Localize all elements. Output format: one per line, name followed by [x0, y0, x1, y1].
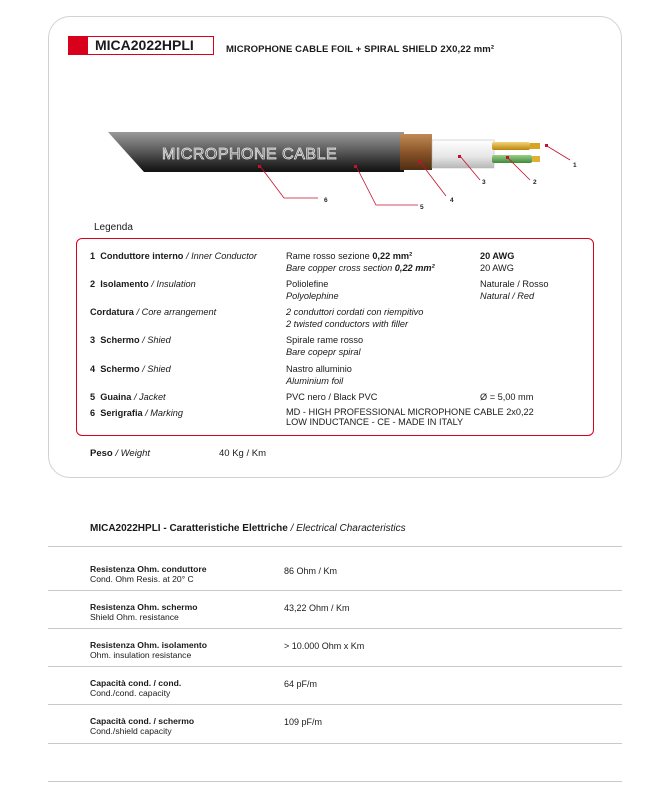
elec-row-4-value: 64 pF/m	[284, 679, 318, 689]
divider	[48, 743, 622, 744]
callout-4: 4	[450, 197, 454, 204]
legend-row-2-name: 2 Isolamento / Insulation	[90, 279, 196, 289]
core-green-tip	[532, 156, 540, 162]
elec-row-4-label: Capacità cond. / cond. Cond./cond. capacity	[90, 678, 182, 698]
elec-row-3-label: Resistenza Ohm. isolamento Ohm. insulation resistance	[90, 640, 208, 660]
cable-marking: MICROPHONE CABLE	[162, 146, 338, 163]
legend-row-3-desc: 2 conduttori cordati con riempitivo 2 twisted conductors with filler	[286, 307, 424, 329]
cable-diagram	[48, 110, 608, 220]
product-title: MICROPHONE CABLE FOIL + SPIRAL SHIELD 2X0,22 mm²	[226, 44, 495, 55]
callout-2: 2	[533, 179, 537, 186]
legend-row-3-name: Cordatura / Core arrangement	[90, 307, 217, 317]
elec-row-3-value: > 10.000 Ohm x Km	[284, 641, 365, 651]
elec-row-2-value: 43,22 Ohm / Km	[284, 603, 350, 613]
legend-row-6-desc: PVC nero / Black PVC	[286, 392, 378, 402]
weight-label: Peso / Weight	[90, 448, 151, 459]
legend-row-7-desc: MD - HIGH PROFESSIONAL MICROPHONE CABLE 2x0,22 LOW INDUCTANCE - CE - MADE IN ITALY	[286, 407, 534, 427]
divider	[48, 704, 622, 705]
copper-shield	[400, 134, 432, 170]
legend-row-2-desc: Poliolefine Polyolephine	[286, 279, 339, 301]
legend-row-7-name: 6 Serigrafia / Marking	[90, 408, 183, 418]
divider	[48, 546, 622, 547]
callout-3: 3	[482, 179, 486, 186]
legend-row-4-name: 3 Schermo / Shied	[90, 335, 171, 345]
legend-row-1-desc: Rame rosso sezione 0,22 mm² Bare copper cross section 0,22 mm²	[286, 251, 435, 273]
product-code-badge	[68, 36, 214, 55]
legend-row-4-desc: Spirale rame rosso Bare copepr spiral	[286, 335, 364, 357]
elec-row-5-label: Capacità cond. / schermo Cond./shield capacity	[90, 716, 195, 736]
foil-layer	[432, 140, 494, 168]
legend-row-5-name: 4 Schermo / Shied	[90, 364, 171, 374]
electrical-title: MICA2022HPLI - Caratteristiche Elettriche / Electrical Characteristics	[90, 523, 406, 534]
callout-5: 5	[420, 204, 424, 211]
elec-row-5-value: 109 pF/m	[284, 717, 323, 727]
legend-row-6-name: 5 Guaina / Jacket	[90, 392, 166, 402]
divider	[48, 666, 622, 667]
legend-row-5-desc: Nastro alluminio Aluminium foil	[286, 364, 352, 386]
core-natural-tip	[530, 143, 540, 149]
divider	[48, 590, 622, 591]
legend-heading: Legenda	[94, 222, 133, 233]
legend-row-1-name: 1 Conduttore interno / Inner Conductor	[90, 251, 257, 261]
divider	[48, 628, 622, 629]
legend-row-2-extra: Naturale / Rosso Natural / Red	[480, 279, 549, 301]
callout-1: 1	[573, 162, 577, 169]
callout-6: 6	[324, 197, 328, 204]
product-code: MICA2022HPLI	[95, 37, 194, 53]
legend-row-1-extra: 20 AWG 20 AWG	[480, 251, 515, 273]
core-natural	[492, 142, 530, 150]
elec-row-2-label: Resistenza Ohm. schermo Shield Ohm. resistance	[90, 602, 198, 622]
elec-row-1-label: Resistenza Ohm. conduttore Cond. Ohm Resis. at 20° C	[90, 564, 207, 584]
weight-value: 40 Kg / Km	[219, 448, 266, 459]
divider	[48, 781, 622, 782]
legend-row-6-extra: Ø = 5,00 mm	[480, 392, 534, 402]
elec-row-1-value: 86 Ohm / Km	[284, 566, 338, 576]
red-marker	[69, 37, 88, 54]
